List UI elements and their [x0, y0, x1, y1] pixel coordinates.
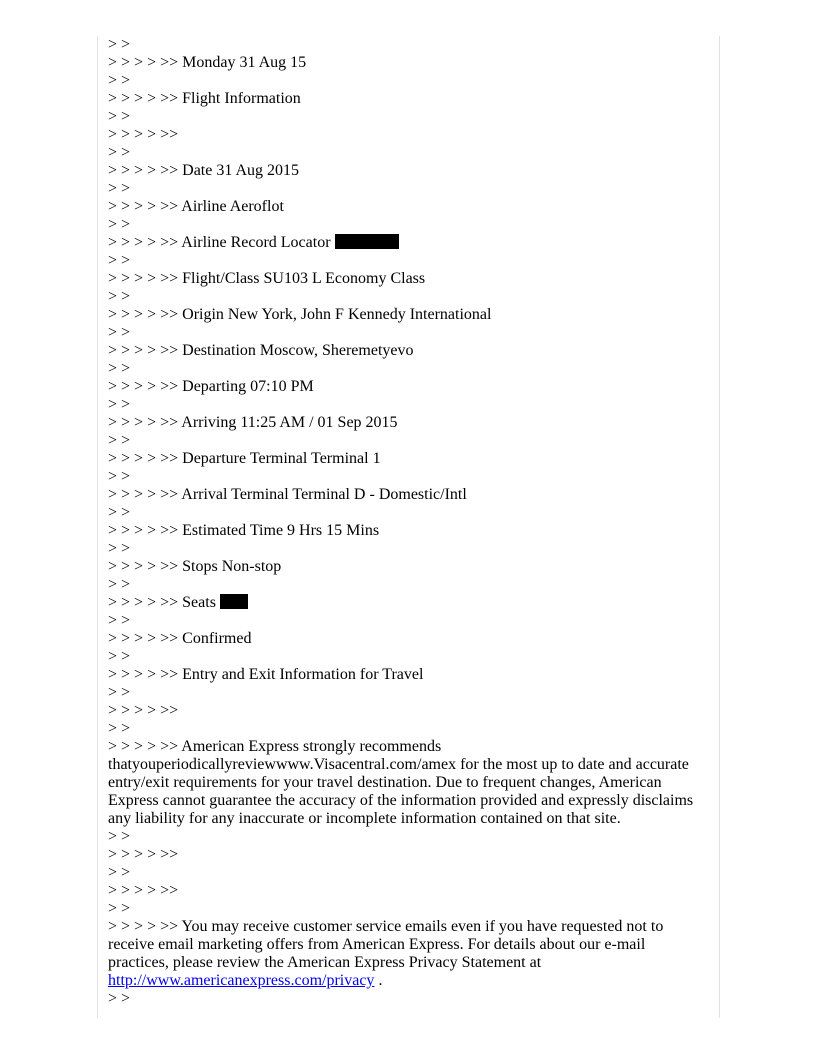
quote-line: > > [108, 216, 131, 233]
quote-line: > > [108, 36, 131, 53]
section-title-flight-information: > > > > >> Flight Information [108, 90, 301, 107]
redaction-box [220, 594, 248, 609]
quote-line: > > > > >> [108, 702, 179, 719]
quote-line: > > > > >> [108, 882, 179, 899]
quote-line: > > [108, 432, 131, 449]
redaction-box [335, 234, 399, 249]
privacy-tail: . [374, 972, 383, 989]
departing-time: > > > > >> Departing 07:10 PM [108, 378, 314, 395]
airline: > > > > >> Airline Aeroflot [108, 198, 284, 215]
stops: > > > > >> Stops Non-stop [108, 558, 282, 575]
quote-line: > > [108, 108, 131, 125]
quote-line: > > > > >> [108, 126, 179, 143]
quote-line: > > [108, 612, 131, 629]
quote-line: > > [108, 396, 131, 413]
quote-line: > > [108, 288, 131, 305]
status-confirmed: > > > > >> Confirmed [108, 630, 252, 647]
privacy-notice-text: > > > > >> You may receive customer service emails even if you have requested not to receive email marketing offers from American Express. For details about our e-mail practices, please review the American Express Privacy Statement at [108, 918, 664, 971]
quote-line: > > [108, 576, 131, 593]
amex-recommendation-paragraph: > > > > >> American Express strongly recommends thatyouperiodicallyreviewwww.Visacentral.com/amex for the most up to date and accurate entry/exit requirements for your travel destination. Due to frequent changes, American Express cannot guarantee the accuracy of the information provided and expressly disclaims any liability for any inaccurate or incomplete information contained on that site. [108, 738, 694, 827]
destination: > > > > >> Destination Moscow, Sheremetyevo [108, 342, 414, 359]
quote-line: > > > > >> [108, 846, 179, 863]
record-locator-label: > > > > >> Airline Record Locator [108, 234, 331, 251]
flight-date: > > > > >> Date 31 Aug 2015 [108, 162, 300, 179]
quote-line: > > [108, 864, 131, 881]
quote-line: > > [108, 900, 131, 917]
quote-line: > > [108, 504, 131, 521]
quote-line: > > [108, 252, 131, 269]
flight-class: > > > > >> Flight/Class SU103 L Economy Class [108, 270, 426, 287]
arriving-time: > > > > >> Arriving 11:25 AM / 01 Sep 2015 [108, 414, 398, 431]
privacy-notice-paragraph [108, 918, 708, 990]
record-locator-row [108, 234, 708, 252]
date-header: > > > > >> Monday 31 Aug 15 [108, 54, 307, 71]
quote-line: > > [108, 180, 131, 197]
departure-terminal: > > > > >> Departure Terminal Terminal 1 [108, 450, 381, 467]
quote-line: > > [108, 360, 131, 377]
quote-line: > > [108, 684, 131, 701]
quote-line: > > [108, 468, 131, 485]
estimated-time: > > > > >> Estimated Time 9 Hrs 15 Mins [108, 522, 380, 539]
privacy-statement-link[interactable]: http://www.americanexpress.com/privacy [108, 972, 375, 989]
email-body [108, 36, 708, 1008]
seats-row [108, 594, 708, 612]
quote-line: > > [108, 324, 131, 341]
quote-line: > > [108, 990, 131, 1007]
quote-line: > > [108, 540, 131, 557]
quote-line: > > [108, 828, 131, 845]
origin: > > > > >> Origin New York, John F Kennedy International [108, 306, 492, 323]
section-title-entry-exit: > > > > >> Entry and Exit Information for Travel [108, 666, 424, 683]
quote-line: > > [108, 648, 131, 665]
quote-line: > > [108, 72, 131, 89]
quote-line: > > [108, 144, 131, 161]
seats-label: > > > > >> Seats [108, 594, 216, 611]
arrival-terminal: > > > > >> Arrival Terminal Terminal D - Domestic/Intl [108, 486, 467, 503]
quote-line: > > [108, 720, 131, 737]
